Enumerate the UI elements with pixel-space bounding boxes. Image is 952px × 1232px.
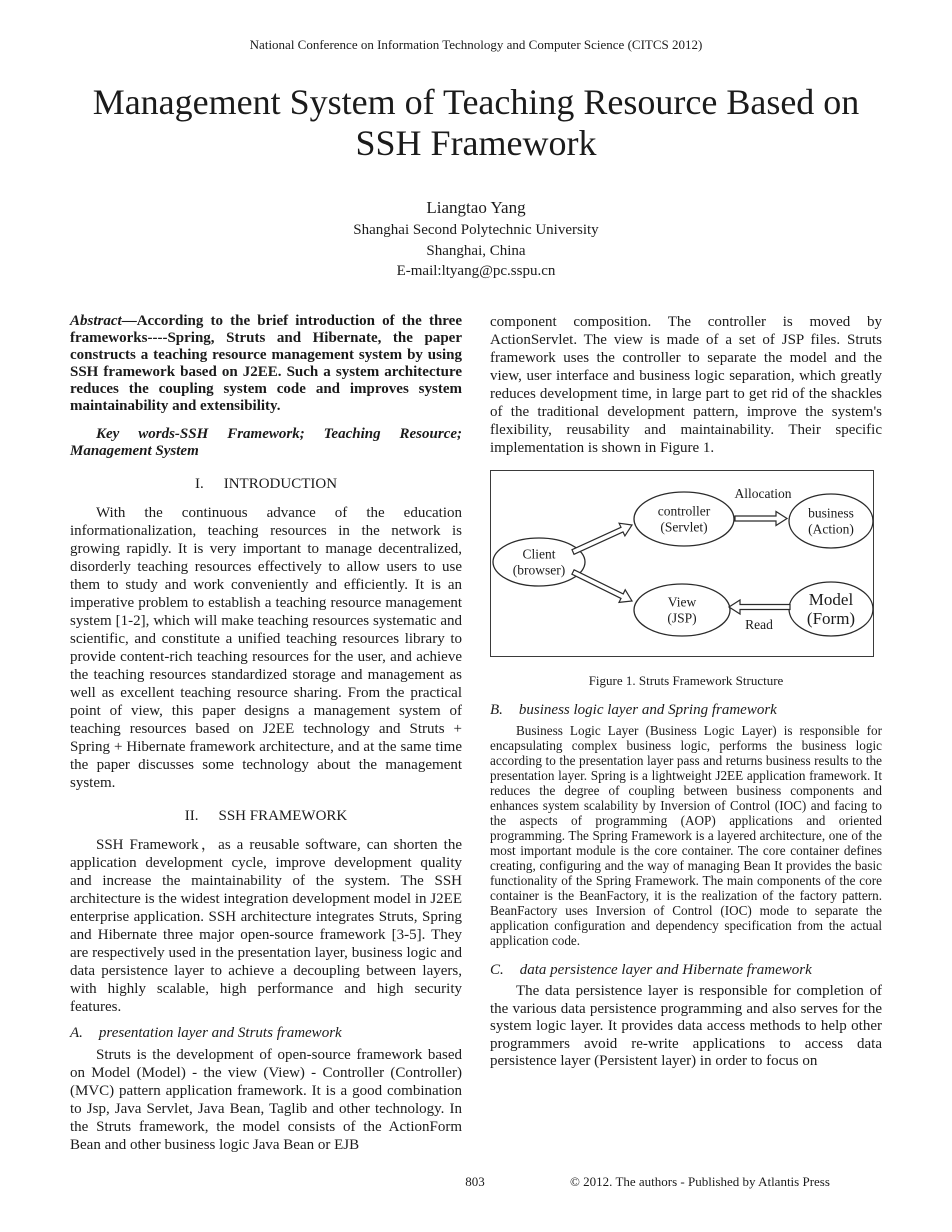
arrow-model-to-view — [729, 600, 790, 614]
section-number: II. — [184, 808, 199, 824]
author-email: E-mail:ltyang@pc.sspu.cn — [396, 263, 556, 279]
page-number: 803 — [465, 1174, 485, 1189]
conference-header: National Conference on Information Technology and Computer Science (CITCS 2012) — [249, 37, 703, 52]
ssh-framework-paragraph: SSH Framework，as a reusable software, can shorten the application development cycle, improve development quality and increase the maintainability of the system. The SSH architecture is the widest integration development model in J2EE enterprise application. SSH architecture integrates Struts, Spring and Hibernate three major open-source framework [3-5]. They are respectively used in the presentation layer, business logic and data persistence layer to achieve a decoupling between layers, with highly scalable, high performance and high security features. — [70, 837, 462, 1015]
read-arrow-label: Read — [745, 617, 773, 632]
section-heading-introduction — [70, 476, 462, 493]
arrow-controller-to-business — [735, 512, 787, 526]
struts-paragraph: Struts is the development of open-source framework based on Model (Model) - the view (View) - Controller (Controller) (MVC) pattern application framework. It is a good combination to Jsp, Java Servlet, Java Bean, Taglib and other technology. In the Struts framework, the model consists of the ActionForm Bean and other business logic Java Bean or EJB — [70, 1047, 462, 1153]
figure-1-caption: Figure 1. Struts Framework Structure — [588, 673, 784, 688]
paper-title-line2: SSH Framework — [355, 123, 597, 163]
subsection-title: presentation layer and Struts framework — [98, 1025, 342, 1041]
hibernate-paragraph: The data persistence layer is responsible for completion of the various data persistence programming and also serves for the system logic layer. It provides data access methods to help other programmers avoid re-write applications to access data persistence layer (Persistent layer) in order to focus on — [490, 983, 882, 1069]
author-location: Shanghai, China — [426, 242, 526, 259]
client-node-label: Client — [522, 546, 556, 562]
section-heading-ssh-framework — [70, 808, 462, 825]
view-node — [667, 595, 696, 626]
introduction-paragraph: With the continuous advance of the education informationalization, teaching resources in the network is growing rapidly. It is very important to manage decentralized, disorderly teaching resources effectively to allow users to use them to study and work conveniently and efficiently. It is an imperative problem to establish a teaching resource management system [1-2], which will make teaching resources systematic and scientific, and constitute a unified teaching resources library to provide content-rich teaching resources for the user, and achieve the teaching resources standardized storage and management as well as excellent teaching resource sharing. From the practical point of view, this paper designs a management system of teaching resources based on J2EE technology and Struts + Spring + Hibernate framework architecture, and at the same time the paper discusses some technology about the management system. — [70, 505, 462, 791]
left-column — [70, 313, 462, 1154]
view-node-sublabel: (JSP) — [667, 610, 697, 625]
author-affiliation: Shanghai Second Polytechnic University — [353, 222, 599, 238]
client-node-sublabel: (browser) — [512, 562, 566, 577]
model-node-label: Model — [808, 590, 854, 609]
author-block — [0, 196, 952, 282]
subsection-title: data persistence layer and Hibernate framework — [519, 962, 812, 978]
subsection-a-heading — [70, 1025, 462, 1042]
section-title: INTRODUCTION — [223, 476, 338, 492]
figure-1-diagram — [490, 470, 874, 657]
spring-paragraph: Business Logic Layer (Business Logic Layer) is responsible for encapsulating complex business logic, performs the business logic according to the presentation layer pass and returns business results to the presentation layer. Spring is a lightweight J2EE application framework. It reduces the degree of coupling between business components and enhances system scalability by Inversion of Control (IOC) and facing to the aspects of programming (AOP) applications and oriented programming. The Spring Framework is a layered architecture, one of the most important module is the core container. The core container defines creating, configuring and the way of managing Bean It provides the basic functionality of the Spring Framework. The main components of the core container is the BeanFactory, it is the realization of the factory pattern. BeanFactory uses Inversion of Control (IOC) mode to separate the application configuration and dependency specification from the actual application code. — [490, 723, 882, 948]
view-node-label: View — [667, 594, 697, 610]
model-node — [807, 590, 855, 628]
model-node-sublabel: (Form) — [806, 609, 856, 628]
business-node-label: business — [808, 505, 854, 521]
arrow-client-to-controller — [572, 523, 632, 554]
author-name: Liangtao Yang — [426, 198, 526, 217]
abstract-text: —According to the brief introduction of the three frameworks----Spring, Struts and Hibernate, the paper constructs a teaching resource management system by using SSH framework based on J2EE. Such a system architecture reduces the coupling system code and improves system maintainability and extensibility. — [70, 313, 462, 414]
client-node — [513, 547, 565, 578]
subsection-b-heading — [490, 702, 882, 719]
subsection-c-heading — [490, 962, 882, 979]
abstract-label: Abstract — [70, 313, 122, 329]
business-node-sublabel: (Action) — [808, 521, 854, 536]
business-node — [808, 506, 854, 537]
controller-node — [658, 504, 710, 535]
subsection-label: B. — [490, 702, 503, 718]
abstract-paragraph — [70, 313, 462, 415]
struts-paragraph-continued: component composition. The controller is moved by ActionServlet. The view is made of a set of JSP files. Struts framework uses the controller to separate the model and the view, user interface and business logic separation, which greatly reduces development time, in large part to get rid of the shackles of the traditional development pattern, improve the system's flexibility, reusability and maintainability. Their specific implementation is shown in Figure 1. — [490, 314, 882, 456]
section-title: SSH FRAMEWORK — [218, 808, 348, 824]
copyright-notice: © 2012. The authors - Published by Atlantis Press — [570, 1174, 830, 1189]
allocation-arrow-label: Allocation — [734, 486, 792, 501]
paper-title — [0, 82, 952, 164]
right-column — [490, 313, 882, 1071]
section-number: I. — [194, 476, 204, 492]
controller-node-sublabel: (Servlet) — [660, 519, 708, 534]
controller-node-label: controller — [657, 503, 711, 519]
subsection-label: C. — [490, 962, 504, 978]
arrow-client-to-view — [572, 570, 632, 603]
subsection-title: business logic layer and Spring framework — [518, 702, 777, 718]
subsection-label: A. — [70, 1025, 83, 1041]
paper-title-line1: Management System of Teaching Resource Based on — [92, 82, 860, 122]
keywords-paragraph: Key words-SSH Framework; Teaching Resource; Management System — [70, 426, 462, 459]
